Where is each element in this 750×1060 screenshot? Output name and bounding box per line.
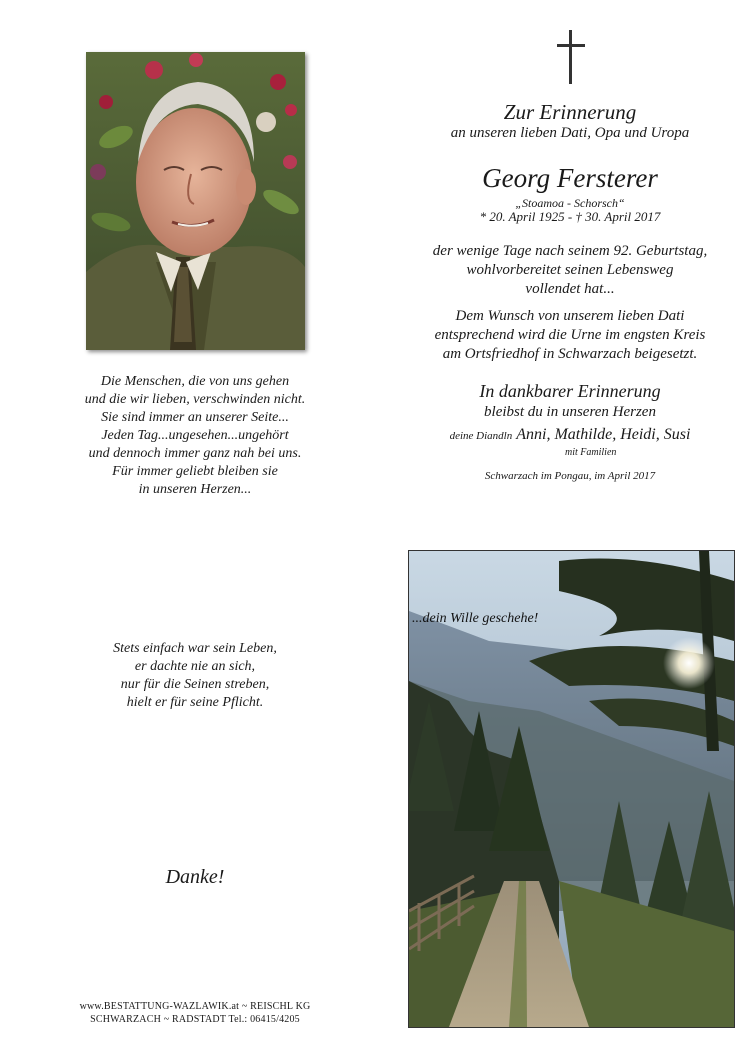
cross-icon	[557, 30, 585, 84]
family-names: Anni, Mathilde, Heidi, Susi	[516, 426, 691, 443]
paragraph-1-line: der wenige Tage nach seinem 92. Geburtstag,	[432, 243, 708, 259]
paragraph-1-line: vollendet hat...	[525, 281, 615, 297]
family-suffix: mit Familien	[565, 447, 617, 458]
motto-text: ...dein Wille geschehe!	[412, 611, 539, 626]
poem-2-line: hielt er für seine Pflicht.	[126, 695, 264, 710]
poem-1-line: und dennoch immer ganz nah bei uns.	[88, 446, 302, 461]
family-prefix: deine Diandln	[449, 430, 513, 442]
closing-subtitle: bleibst du in unseren Herzen	[484, 404, 656, 420]
poem-1-line: Für immer geliebt bleiben sie	[112, 464, 278, 479]
deceased-name: Georg Fersterer	[482, 163, 658, 193]
poem-1-line: und die wir lieben, verschwinden nicht.	[84, 392, 306, 407]
poem-2-line: nur für die Seinen streben,	[120, 677, 270, 692]
place-date: Schwarzach im Pongau, im April 2017	[484, 470, 656, 482]
paragraph-2	[400, 307, 740, 364]
paragraph-1-line: wohlvorbereitet seinen Lebensweg	[466, 262, 674, 278]
header-subtitle: an unseren lieben Dati, Opa und Uropa	[450, 125, 690, 141]
paragraph-2-line: am Ortsfriedhof in Schwarzach beigesetzt.	[442, 346, 698, 362]
footer	[60, 1000, 330, 1026]
poem-1-line: Sie sind immer an unserer Seite...	[101, 410, 289, 425]
poem-1-line: Die Menschen, die von uns gehen	[100, 374, 290, 389]
poem-2-line: Stets einfach war sein Leben,	[113, 641, 277, 656]
closing-title: In dankbarer Erinnerung	[479, 381, 661, 401]
paragraph-2-line: entsprechend wird die Urne im engsten Kreis	[434, 327, 706, 343]
portrait-photo	[86, 52, 305, 350]
poem-2-line: er dachte nie an sich,	[134, 659, 256, 674]
paragraph-1	[400, 242, 740, 299]
paragraph-2-line: Dem Wunsch von unserem lieben Dati	[455, 308, 685, 324]
header-title: Zur Erinnerung	[503, 100, 637, 124]
deceased-nickname: „Stoamoa - Schorsch“	[515, 196, 625, 210]
poem-1-line: in unseren Herzen...	[138, 482, 252, 497]
poem-1	[70, 373, 320, 499]
footer-line-1: www.BESTATTUNG-WAZLAWIK.at ~ REISCHL KG	[79, 1001, 311, 1012]
poem-1-line: Jeden Tag...ungesehen...ungehört	[101, 428, 289, 443]
thanks-text: Danke!	[165, 866, 225, 888]
deceased-dates: * 20. April 1925 - † 30. April 2017	[479, 209, 661, 224]
poem-2	[70, 640, 320, 712]
family-line	[400, 426, 740, 444]
footer-line-2: SCHWARZACH ~ RADSTADT Tel.: 06415/4205	[90, 1014, 300, 1025]
